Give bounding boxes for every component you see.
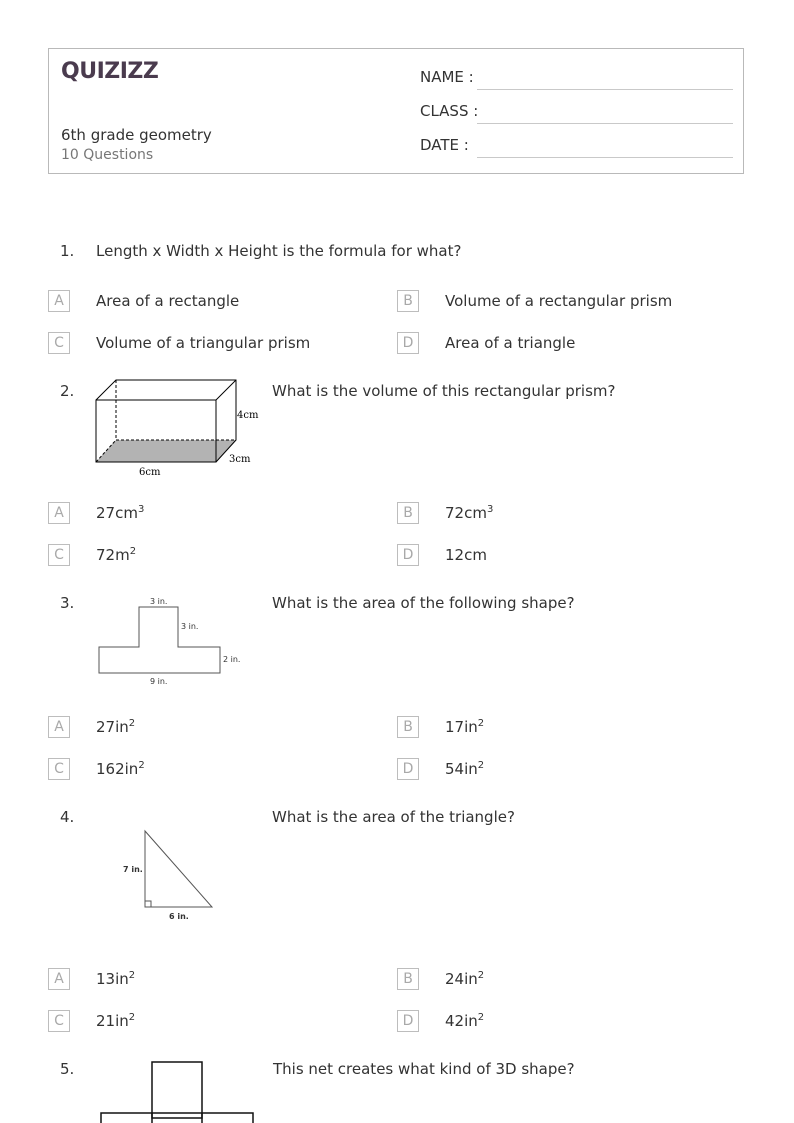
triangle-outline [145, 831, 212, 907]
question-1-number: 1. [60, 242, 75, 260]
class-label: CLASS : [420, 102, 479, 120]
t-shape-outline [99, 607, 220, 673]
prism-base-shade [96, 440, 236, 462]
q2-option-b-box[interactable]: B [397, 502, 419, 524]
q4-option-d-box[interactable]: D [397, 1010, 419, 1032]
question-2-text: What is the volume of this rectangular prism? [272, 382, 616, 400]
triangle-base-label: 6 in. [169, 912, 189, 921]
q4-option-c-text: $21in^2$ [96, 1012, 136, 1030]
name-label: NAME : [420, 68, 474, 86]
q3-option-a-box[interactable]: A [48, 716, 70, 738]
q4-option-b-box[interactable]: B [397, 968, 419, 990]
net-top-face [152, 1062, 202, 1118]
q3-option-c-box[interactable]: C [48, 758, 70, 780]
q2-option-c-box[interactable]: C [48, 544, 70, 566]
prism-depth-label: 3cm [229, 454, 251, 465]
t-top-label: 3 in. [150, 597, 168, 606]
date-line[interactable] [477, 157, 733, 158]
class-line[interactable] [477, 123, 733, 124]
prism-width-label: 6cm [139, 467, 161, 478]
q2-option-a-text: $27cm^3$ [96, 504, 145, 522]
q3-option-b-text: $17in^2$ [445, 718, 485, 736]
q1-option-d-text: Area of a triangle [445, 334, 576, 352]
worksheet-title: 6th grade geometry [61, 126, 212, 144]
net-figure [96, 1058, 260, 1123]
question-4-number: 4. [60, 808, 75, 826]
question-2-number: 2. [60, 382, 75, 400]
q1-option-a-box[interactable]: A [48, 290, 70, 312]
t-shape-figure [92, 592, 252, 688]
quizizz-logo: QUIZIZZ [61, 59, 159, 84]
q2-option-a-box[interactable]: A [48, 502, 70, 524]
q1-option-c-box[interactable]: C [48, 332, 70, 354]
q4-option-d-text: $42in^2$ [445, 1012, 485, 1030]
name-line[interactable] [477, 89, 733, 90]
q3-option-a-text: $27in^2$ [96, 718, 136, 736]
rectangular-prism-figure [92, 376, 262, 480]
date-field[interactable] [420, 136, 733, 158]
q1-option-c-text: Volume of a triangular prism [96, 334, 311, 352]
question-3-text: What is the area of the following shape? [272, 594, 575, 612]
prism-height-label: 4cm [237, 410, 259, 421]
q3-option-d-box[interactable]: D [397, 758, 419, 780]
q4-option-a-box[interactable]: A [48, 968, 70, 990]
q2-option-d-text: 12cm [445, 546, 487, 564]
q3-option-c-text: $162in^2$ [96, 760, 145, 778]
triangle-height-label: 7 in. [123, 865, 143, 874]
name-field[interactable] [420, 68, 733, 90]
q2-option-b-text: $72cm^3$ [445, 504, 494, 522]
q3-option-b-box[interactable]: B [397, 716, 419, 738]
q3-option-d-text: $54in^2$ [445, 760, 485, 778]
question-3-number: 3. [60, 594, 75, 612]
right-triangle-figure [112, 826, 222, 926]
q2-option-c-text: $72m^2$ [96, 546, 137, 564]
q4-option-a-text: $13in^2$ [96, 970, 136, 988]
class-field[interactable] [420, 102, 733, 124]
q1-option-b-text: Volume of a rectangular prism [445, 292, 673, 310]
t-bottom-label: 9 in. [150, 677, 168, 686]
q4-option-c-box[interactable]: C [48, 1010, 70, 1032]
q1-option-a-text: Area of a rectangle [96, 292, 240, 310]
question-count: 10 Questions [61, 147, 154, 163]
question-5-number: 5. [60, 1060, 75, 1078]
question-1-text: Length x Width x Height is the formula for what? [96, 242, 462, 260]
t-stem-label: 3 in. [181, 622, 199, 631]
date-label: DATE : [420, 136, 469, 154]
q2-option-d-box[interactable]: D [397, 544, 419, 566]
q4-option-b-text: $24in^2$ [445, 970, 485, 988]
right-angle-marker [145, 901, 151, 907]
question-5-text: This net creates what kind of 3D shape? [273, 1060, 575, 1078]
question-4-text: What is the area of the triangle? [272, 808, 515, 826]
worksheet-header [48, 48, 744, 174]
q1-option-b-box[interactable]: B [397, 290, 419, 312]
q1-option-d-box[interactable]: D [397, 332, 419, 354]
t-side-label: 2 in. [223, 655, 241, 664]
